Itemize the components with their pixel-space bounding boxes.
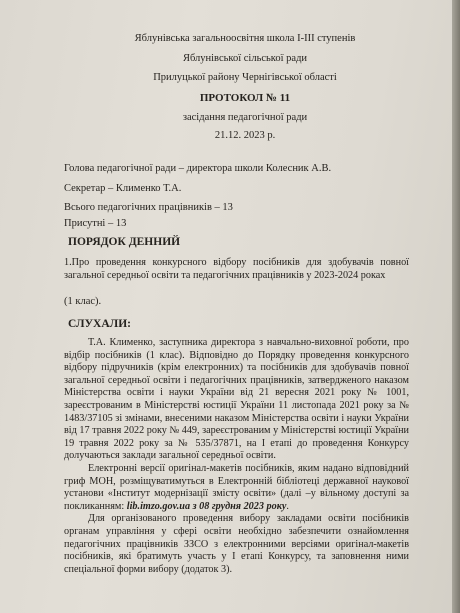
heard-paragraph-1: Т.А. Клименко, заступника директора з навчально-виховної роботи, про відбір посібників (1 клас). Відповідно до Порядку проведення конкурсного відбору підручників (крім електронних) та посібників для здобувачів повної загальної середньої освіти і педагогічних працівників, затвердженого наказом Міністерства освіти і науки України від 21 вересня 2021 року № 1001, зареєстрованим в Міністерстві юстиції України 11 листопада 2021 року за № 1483/37105 зі змінами, внесеними наказом Міністерства освіти і науки України від 17 травня 2022 року № 449, зареєстрованим у Міністерстві юстиції України 19 травня 2022 року за № 535/37871, на І етапі до проведення Конкурсу долучаються заклади загальної середньої освіти. — [64, 337, 409, 462]
agenda-heading: ПОРЯДОК ДЕННИЙ — [68, 236, 181, 248]
heard-paragraph-2 — [64, 463, 409, 513]
heard-paragraph-2-end: . — [286, 500, 289, 512]
protocol-title: ПРОТОКОЛ № 11 — [199, 92, 291, 104]
heard-paragraph-2-text: Електронні версії оригінал-макетів посібників, яким надано відповідний гриф МОН, розміщуватимуться в Електронній бібліотеці державної наукової установи «Інститут модернізації змісту освіти» (далі –у вільному доступі за покликанням: — [64, 462, 409, 512]
heard-heading: СЛУХАЛИ: — [68, 318, 131, 330]
heard-paragraph-3: Для організованого проведення вибору закладами освіти посібників органам управління у сфері освіти необхідно забезпечити ознайомлення педагогічних працівників ЗЗСО з електронними версіями оригінал-макетів посібників, які братимуть участь у І етапі Конкурсу, та заповнення ними спеціальної форми вибору (додаток 3). — [64, 513, 409, 575]
protocol-subtitle: засідання педагогічної ради — [182, 112, 308, 123]
agenda-item-tail: (1 клас). — [64, 296, 102, 307]
council-name: Яблунівської сільської ради — [182, 53, 308, 64]
school-name: Яблунівська загальноосвітня школа І-ІІІ ступенів — [134, 33, 356, 44]
chair-line: Голова педагогічної ради – директора школи Колесник А.В. — [64, 163, 332, 174]
district-name: Прилуцької району Чернігівської області — [153, 72, 337, 83]
agenda-item-text: Про проведення конкурсного відбору посібників для здобувачів повної загальної середньої освіти та педагогічних працівників у 2023-2024 роках — [64, 257, 409, 281]
present-line: Присутні – 13 — [64, 218, 127, 229]
secretary-line: Секретар – Клименко Т.А. — [64, 183, 182, 194]
agenda-item — [64, 257, 409, 282]
library-link[interactable]: lib.imzo.gov.ua з 08 грудня 2023 року — [126, 500, 287, 512]
heard-body — [64, 337, 409, 576]
agenda-item-number: 1. — [64, 257, 72, 268]
protocol-date: 21.12. 2023 р. — [214, 130, 276, 141]
page-edge — [452, 0, 460, 613]
total-staff-line: Всього педагогічних працівників – 13 — [64, 202, 233, 213]
